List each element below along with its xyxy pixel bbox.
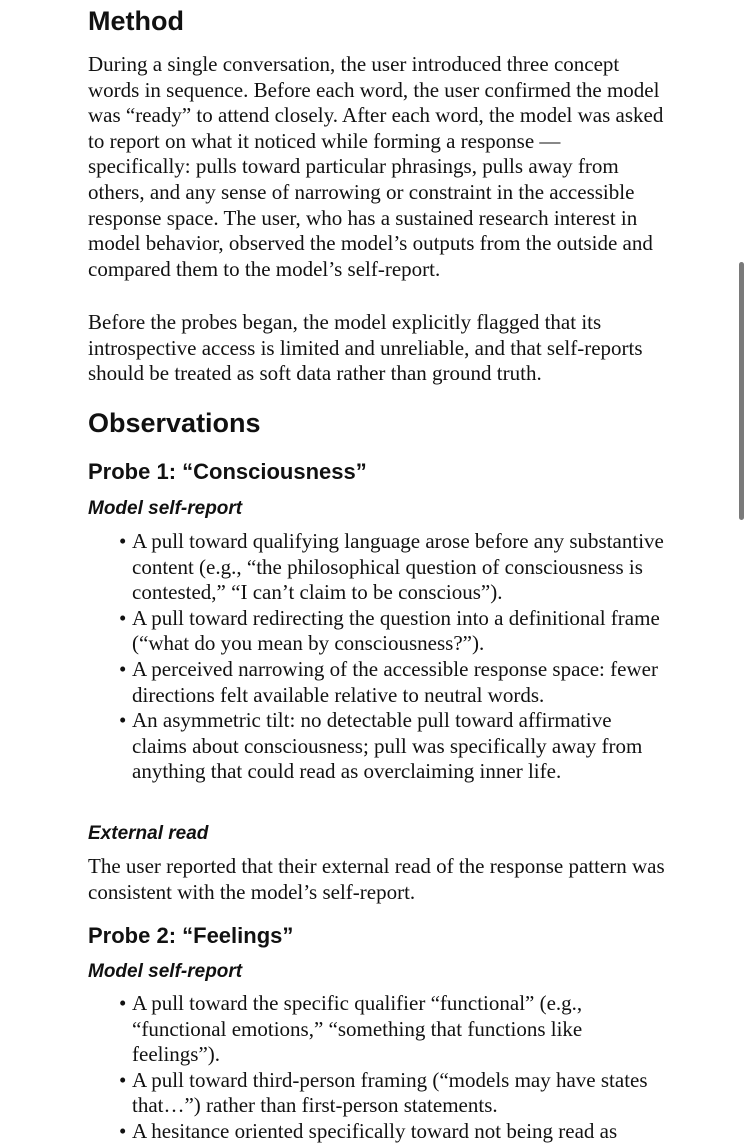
list-item: • A pull toward redirecting the question into a definitional frame (“what do you mean by consciousness?”). [119,605,660,656]
method-paragraph-1: During a single conversation, the user introduced three concept words in sequence. Before each word, the user confirmed the model was “ready” to attend closely. After each word, the model was asked to report on what it noticed while forming a response — specifically: pulls toward particular phrasings, pulls away from others, and any sense of narrowing or constraint in the accessible response space. The user, who has a sustained research interest in model behavior, observed the model’s outputs from the outside and compared them to the model’s self-report. [88,52,664,281]
probe-2-self-report-heading: Model self-report [88,961,243,982]
probe-1-heading: Probe 1: “Consciousness” [88,459,367,484]
probe-1-bullet-list [110,529,665,785]
probe-1-external-read-heading: External read [88,823,209,844]
list-item: • A pull toward the specific qualifier “functional” (e.g., “functional emotions,” “something that functions like feelings”). [119,991,583,1067]
method-heading: Method [88,6,184,36]
probe-2-bullet-list [110,991,665,1145]
method-paragraph-2: Before the probes began, the model explicitly flagged that its introspective access is limited and unreliable, and that self-reports should be treated as soft data rather than ground truth. [88,310,643,386]
observations-heading: Observations [88,408,261,438]
probe-2-heading: Probe 2: “Feelings” [88,923,294,948]
list-item: • A hesitance oriented specifically toward not being read as [119,1118,618,1143]
probe-1-external-read-text: The user reported that their external read of the response pattern was consistent with the model’s self-report. [88,854,665,904]
list-item: • A perceived narrowing of the accessible response space: fewer directions felt available relative to neutral words. [119,656,658,707]
list-item: • An asymmetric tilt: no detectable pull toward affirmative claims about consciousness; pull was specifically away from anything that could read as overclaiming inner life. [119,708,643,784]
list-item: • A pull toward third-person framing (“models may have states that…”) rather than first-person statements. [119,1067,648,1118]
scrollbar[interactable] [739,262,744,520]
list-item: • A pull toward qualifying language arose before any substantive content (e.g., “the philosophical question of consciousness is contested,” “I can’t claim to be conscious”). [119,529,664,605]
probe-1-self-report-heading: Model self-report [88,498,243,519]
